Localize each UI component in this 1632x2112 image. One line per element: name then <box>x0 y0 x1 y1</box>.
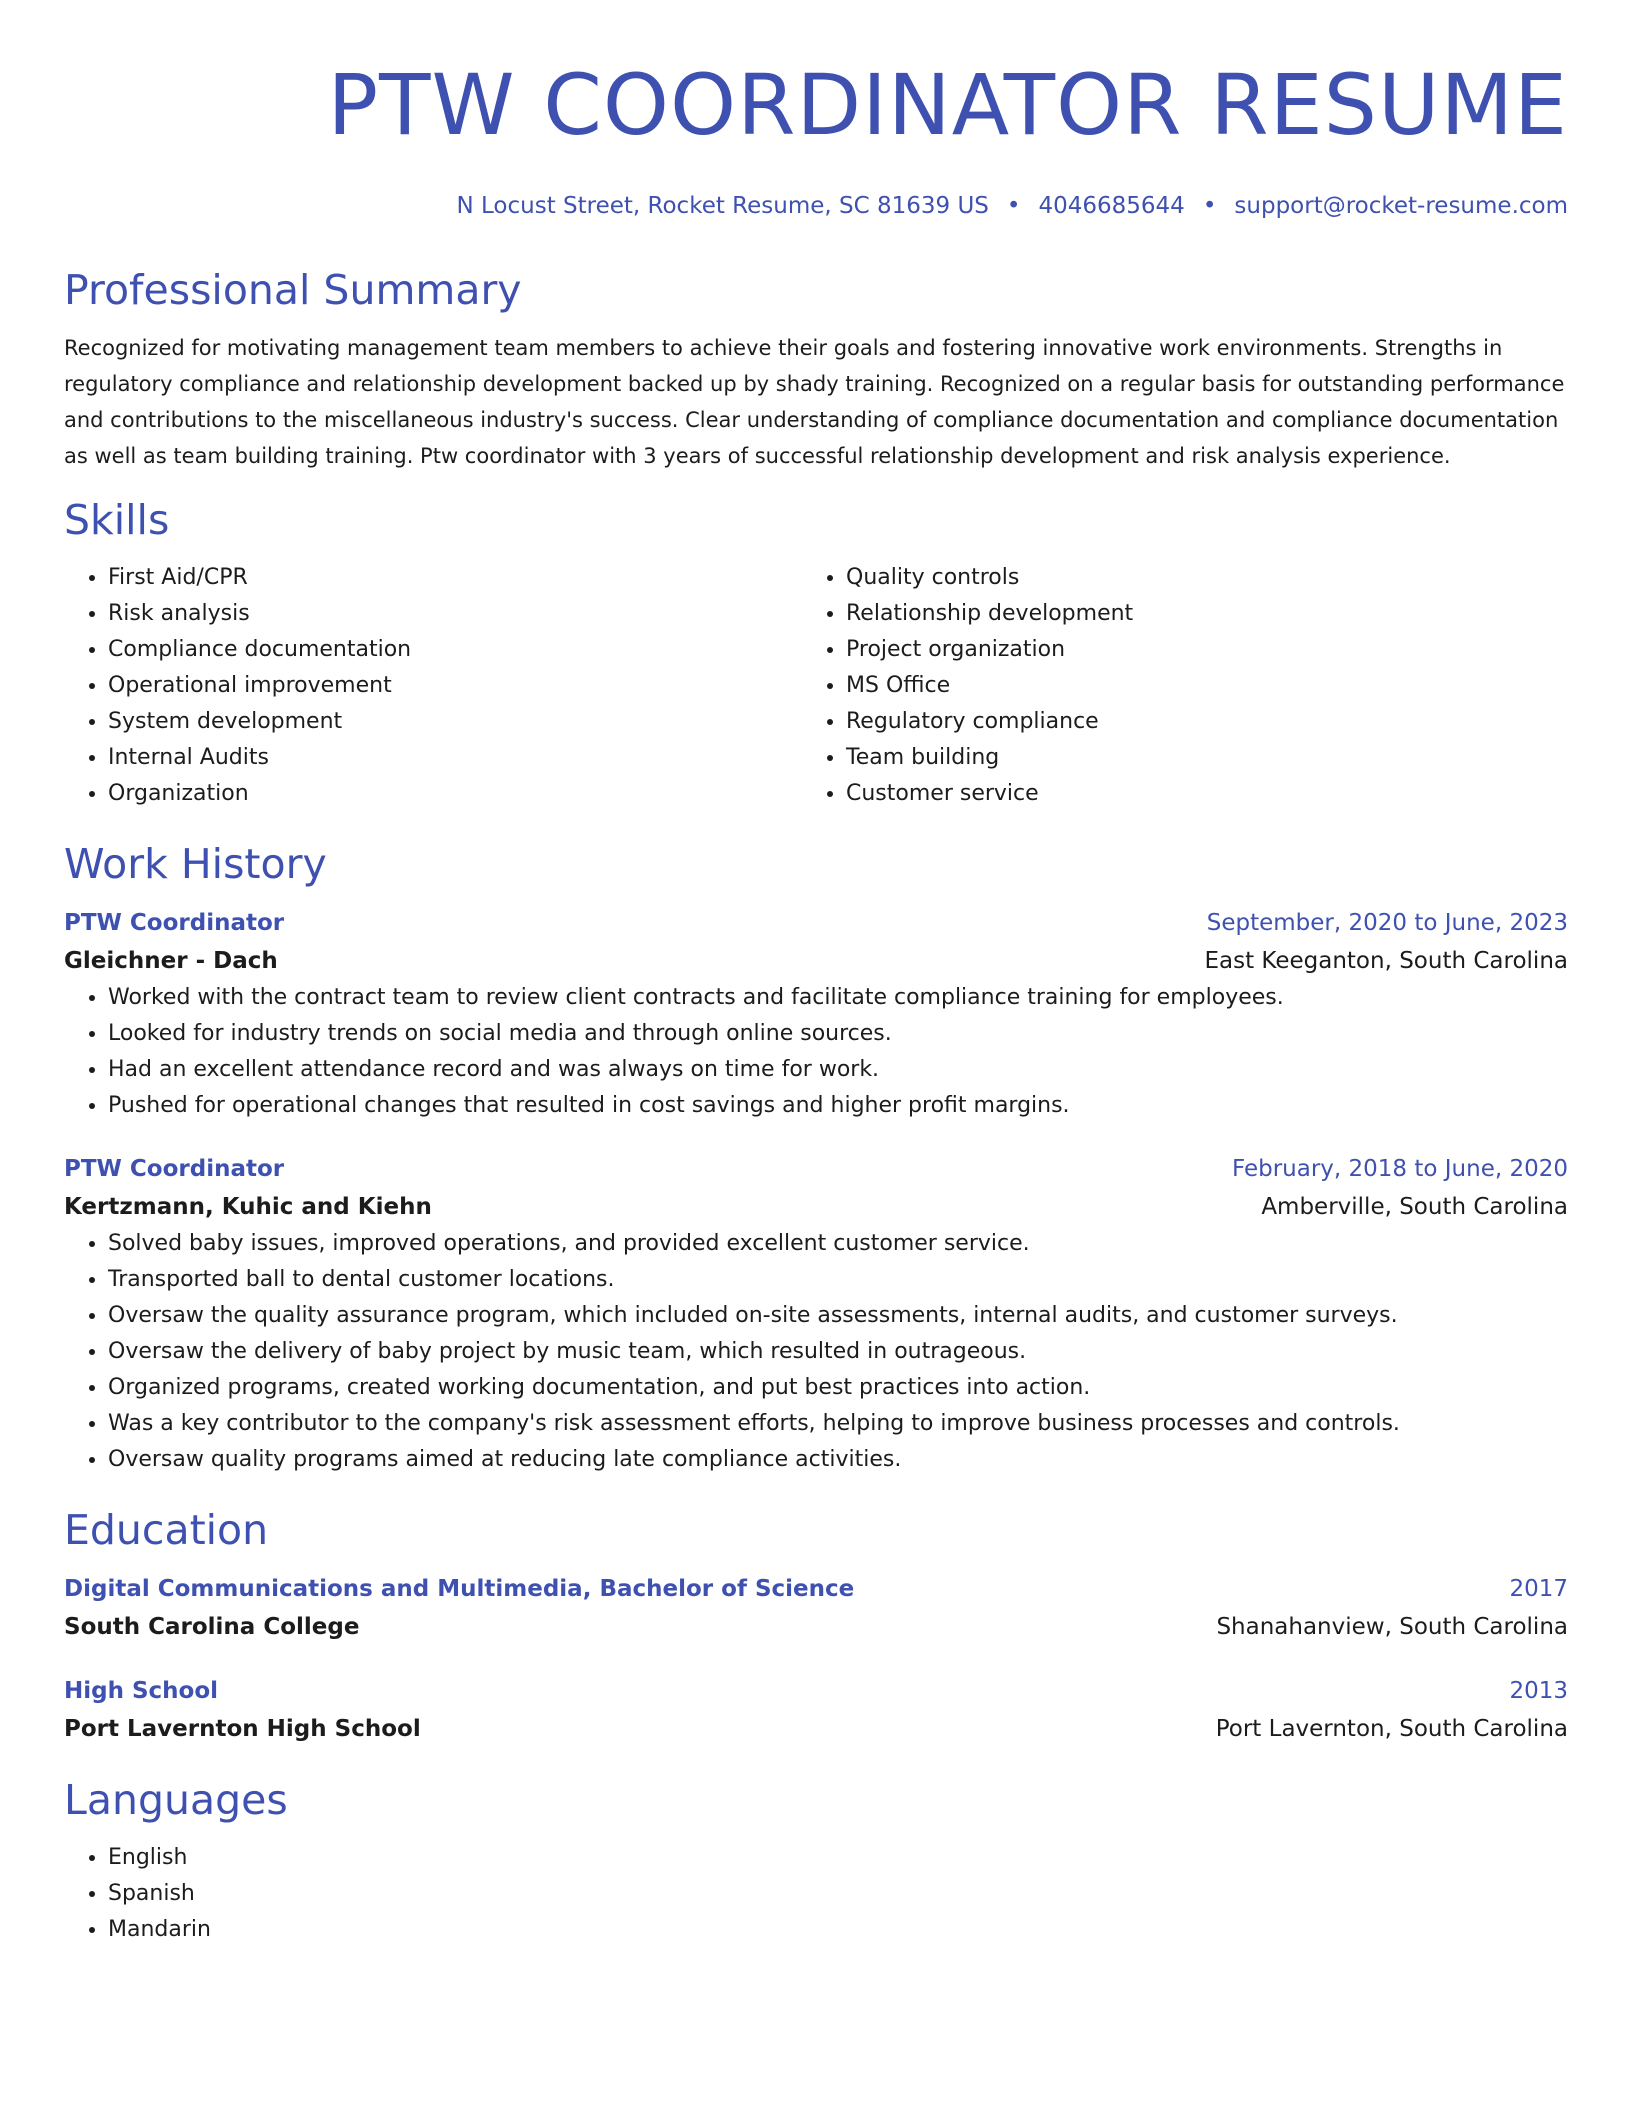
job-bullet: • Worked with the contract team to review client contracts and facilitate compliance training for employees. <box>108 980 1568 1016</box>
skill-item: • Project organization <box>846 632 1540 668</box>
job-bullet: • Oversaw the delivery of baby project by music team, which resulted in outrageous. <box>108 1334 1568 1370</box>
language-item: • English <box>108 1840 1568 1876</box>
skill-item: • MS Office <box>846 668 1540 704</box>
job-bullet: • Looked for industry trends on social media and through online sources. <box>108 1016 1568 1052</box>
job-bullet: • Pushed for operational changes that resulted in cost savings and higher profit margins. <box>108 1088 1568 1124</box>
job-bullet: • Transported ball to dental customer locations. <box>108 1262 1568 1298</box>
work-history-title: Work History <box>64 840 327 888</box>
skills-column-right <box>802 560 1540 812</box>
skill-item: • Regulatory compliance <box>846 704 1540 740</box>
education-location: Shanahanview, South Carolina <box>1216 1614 1568 1640</box>
education-degree: Digital Communications and Multimedia, Bachelor of Science <box>64 1576 855 1602</box>
contact-address: N Locust Street, Rocket Resume, SC 81639 US <box>456 193 989 219</box>
skill-item: • Team building <box>846 740 1540 776</box>
summary-section <box>64 264 1568 474</box>
job-bullet: • Solved baby issues, improved operations, and provided excellent customer service. <box>108 1226 1568 1262</box>
education-year: 2017 <box>1509 1576 1568 1602</box>
job-company: Kertzmann, Kuhic and Kiehn <box>64 1194 432 1220</box>
skill-item: • First Aid/CPR <box>108 560 802 596</box>
skill-item: • Risk analysis <box>108 596 802 632</box>
education-location: Port Lavernton, South Carolina <box>1215 1716 1568 1742</box>
job-company: Gleichner - Dach <box>64 948 278 974</box>
job-entry <box>64 1150 1568 1478</box>
summary-title: Professional Summary <box>64 266 522 314</box>
job-bullet: • Oversaw the quality assurance program, which included on-site assessments, internal audits, and customer surveys. <box>108 1298 1568 1334</box>
language-item: • Mandarin <box>108 1912 1568 1948</box>
education-year: 2013 <box>1509 1678 1568 1704</box>
skills-column-left <box>64 560 802 812</box>
languages-list <box>64 1840 1568 1948</box>
job-location: Amberville, South Carolina <box>1261 1194 1568 1220</box>
job-bullets <box>64 1226 1568 1478</box>
contact-separator: • <box>1006 193 1021 219</box>
job-bullet: • Was a key contributor to the company's risk assessment efforts, helping to improve business processes and controls. <box>108 1406 1568 1442</box>
skills-title: Skills <box>64 496 170 544</box>
education-school: South Carolina College <box>64 1614 360 1640</box>
skill-item: • Operational improvement <box>108 668 802 704</box>
contact-separator: • <box>1202 193 1217 219</box>
job-location: East Keeganton, South Carolina <box>1204 948 1568 974</box>
job-bullets <box>64 980 1568 1124</box>
job-title: PTW Coordinator <box>64 910 285 936</box>
skill-item: • Internal Audits <box>108 740 802 776</box>
skills-section <box>64 494 1568 812</box>
language-item: • Spanish <box>108 1876 1568 1912</box>
education-degree: High School <box>64 1678 219 1704</box>
education-title: Education <box>64 1506 269 1554</box>
languages-section <box>64 1774 1568 1948</box>
resume-name: PTW COORDINATOR RESUME <box>327 56 1568 154</box>
skills-grid <box>64 560 1568 812</box>
job-entry <box>64 904 1568 1124</box>
job-dates: February, 2018 to June, 2020 <box>1231 1156 1568 1182</box>
education-section <box>64 1504 1568 1748</box>
education-school: Port Lavernton High School <box>64 1716 421 1742</box>
job-bullet: • Organized programs, created working documentation, and put best practices into action. <box>108 1370 1568 1406</box>
education-entry <box>64 1672 1568 1748</box>
skill-item: • System development <box>108 704 802 740</box>
summary-text: Recognized for motivating management team members to achieve their goals and fostering innovative work environments. Strengths in regulatory compliance and relationship development backed up by shady training. Recognized on a regular basis for outstanding performance and contributions to the miscellaneous industry's success. Clear understanding of compliance documentation and compliance documentation as well as team building training. Ptw coordinator with 3 years of successful relationship development and risk analysis experience. <box>64 336 1565 468</box>
job-dates: September, 2020 to June, 2023 <box>1206 910 1568 936</box>
resume-header <box>64 50 1568 222</box>
job-bullet: • Oversaw quality programs aimed at reducing late compliance activities. <box>108 1442 1568 1478</box>
job-title: PTW Coordinator <box>64 1156 285 1182</box>
education-entry <box>64 1570 1568 1646</box>
skill-item: • Relationship development <box>846 596 1540 632</box>
skill-item: • Organization <box>108 776 802 812</box>
contact-email[interactable]: support@rocket-resume.com <box>1234 193 1568 219</box>
skill-item: • Customer service <box>846 776 1540 812</box>
skill-item: • Compliance documentation <box>108 632 802 668</box>
languages-title: Languages <box>64 1776 288 1824</box>
contact-phone: 4046685644 <box>1038 193 1185 219</box>
work-history-section <box>64 838 1568 1478</box>
contact-line <box>64 190 1568 222</box>
job-bullet: • Had an excellent attendance record and was always on time for work. <box>108 1052 1568 1088</box>
skill-item: • Quality controls <box>846 560 1540 596</box>
